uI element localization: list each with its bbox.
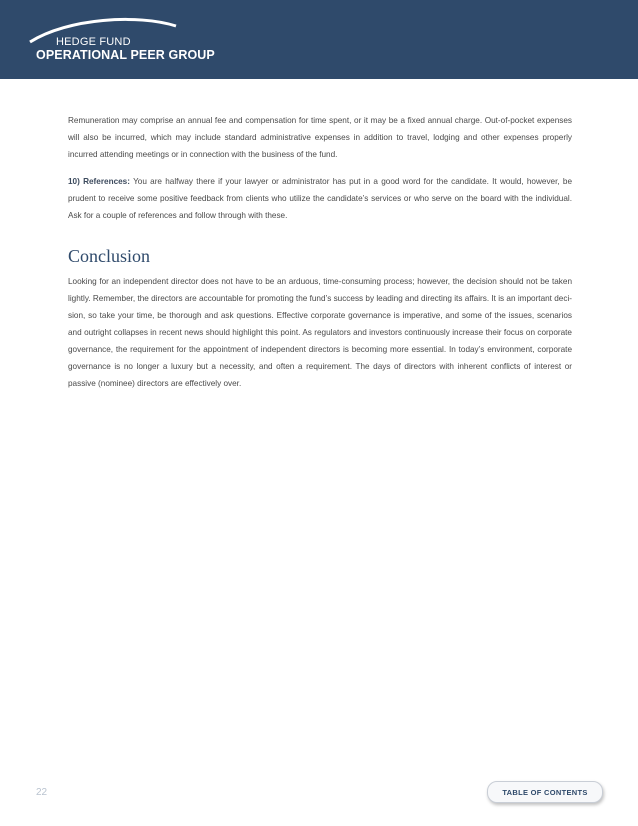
paragraph-remuneration: Remuneration may comprise an annual fee and compensation for time spent, or it may be a fixed annual charge. Out-of-pocket expenses will also be incurred, which may include standard administrative expenses in addition to travel, lodging and other expenses properly incurred attending meetings or in connection with the business of the fund. [68,116,572,159]
logo-text-operational-peer-group: OPERATIONAL PEER GROUP [36,48,215,62]
document-body [68,112,572,402]
references-lead: 10) References: [68,177,130,186]
conclusion-heading: Conclusion [68,246,151,266]
paragraph-conclusion: Looking for an independent director does not have to be an arduous, time-consuming process; however, the decision should not be taken lightly. Remember, the directors are accountable for promoting the fund’s success by leading and directing its affairs. It is an important deci-sion, so take your time, be thorough and ask questions. Effective corporate governance is imperative, and some of the issues, scenarios and outright collapses in recent news should highlight this point. As regulators and investors continuously increase their focus on corporate governance, the requirement for the appointment of independent directors is becoming more essential. In today’s environment, corporate governance is no longer a luxury but a necessity, and often a requirement. The days of directors with inherent conflicts of interest or passive (nominee) directors are effectively over. [68,277,572,388]
table-of-contents-button[interactable]: TABLE OF CONTENTS [487,781,603,803]
logo-text-hedge-fund: HEDGE FUND [56,36,131,48]
paragraph-references [68,173,572,224]
references-text: You are halfway there if your lawyer or administrator has put in a good word for the candidate. It would, however, be prudent to receive some positive feedback from clients who utilize the candidate’s services or who serve on the board with the individual. Ask for a couple of references and follow through with these. [68,177,573,220]
page-number: 22 [36,787,48,798]
page-header [0,0,638,79]
